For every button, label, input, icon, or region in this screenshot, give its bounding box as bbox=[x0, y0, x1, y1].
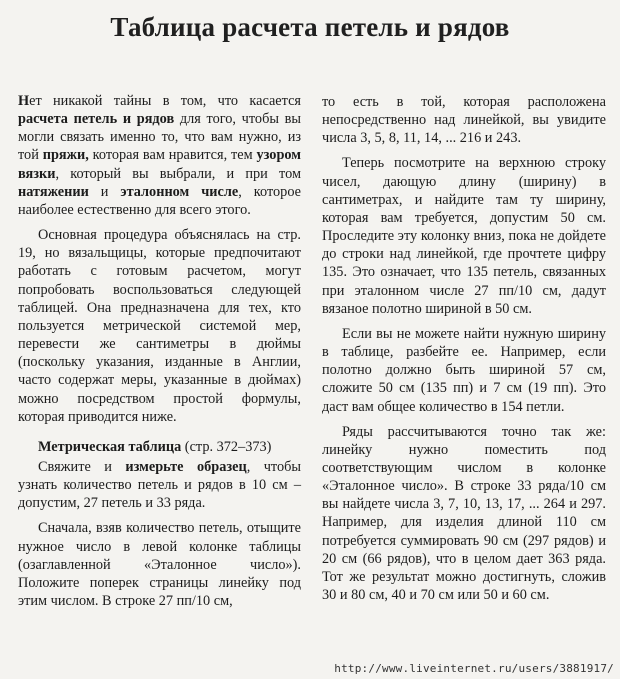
text-run: Ряды рассчитываются точно так же: линейку нужно поместить под соответствующим числом в колонке «Эталонное число». В строке 33 ряда/10 см вы найдете числа 3, 7, 10, 13, 17, ... 264 и 297. Например, для изделия длиной 110 см потребуется суммировать 90 см (297 рядов) и 20 см (66 рядов), что в целом дает 363 ряда. Тот же результат можно достигнуть, сложив 30 и 80 см, 40 и 70 см или 50 и 60 см. bbox=[322, 423, 606, 604]
text-run: Основная процедура объяснялась на стр. 19, но вязальщицы, которые предпочитают работать с готовым расчетом, могут попробовать воспользоваться следующей таблицей. Она предназначена для тех, кто пользуется метрической системой мер, перевести же сантиметры в дюймы (поскольку указания, изданные в Англии, часто содержат меры, указанные в дюймах) можно посредством простой формулы, которая приводится ниже. bbox=[18, 227, 301, 425]
rows-calculation-paragraph bbox=[322, 423, 606, 605]
bold-term: узором вязки bbox=[18, 147, 302, 182]
text-run: , которое наиболее естественно для всего этого. bbox=[18, 183, 301, 218]
text-run: то есть в той, которая расположена непосредственно над линейкой, вы увидите числа 3, 5, 8, 11, 14, ... 216 и 243. bbox=[322, 94, 606, 147]
source-url: http://www.liveinternet.ru/users/3881917/ bbox=[334, 662, 614, 675]
right-column bbox=[322, 93, 606, 604]
bold-term: эталонном числе bbox=[120, 183, 239, 200]
stitches-lookup-paragraph bbox=[18, 519, 301, 610]
bold-term: натяжении bbox=[18, 183, 89, 200]
text-run: , который вы выбрали, и при том bbox=[55, 165, 301, 182]
page-title: Таблица расчета петель и рядов bbox=[110, 12, 510, 42]
text-run: и bbox=[88, 183, 121, 200]
split-width-paragraph bbox=[322, 325, 606, 416]
text-run: которая вам нравится, тем bbox=[88, 147, 257, 164]
text-run: Сначала, взяв количество петель, отыщите нужное число в левой колонке таблицы (озаглавленной «Эталонное число»). Положите поперек страницы линейку под этим числом. В строке 27 пп/10 см, bbox=[18, 520, 301, 610]
intro-paragraph bbox=[18, 92, 301, 219]
metric-table-heading bbox=[18, 438, 301, 456]
text-run: Если вы не можете найти нужную ширину в таблице, разбейте ее. Например, если полотно должно быть шириной 57 см, сложите 50 см (135 пп) и 7 см (19 пп). Это даст вам общее количество в 154 петли. bbox=[322, 325, 606, 415]
width-lookup-paragraph bbox=[322, 154, 606, 317]
measure-sample-paragraph bbox=[18, 458, 301, 512]
bold-term: расчета петель и рядов bbox=[18, 111, 175, 128]
numbers-row-paragraph bbox=[322, 93, 606, 147]
left-column bbox=[18, 92, 301, 610]
text-run: (стр. 372–373) bbox=[181, 438, 272, 455]
text-run: для того, чтобы вы могли связать именно то, что вам нужно, из той bbox=[18, 111, 301, 164]
text-run: ет никакой тайны в том, что касается bbox=[29, 93, 301, 109]
text-run: Свяжите и bbox=[38, 458, 126, 475]
text-run: , чтобы узнать количество петель и рядов в 10 см – допустим, 27 петель и 33 ряда. bbox=[18, 458, 301, 512]
bold-term: пряжи, bbox=[42, 147, 89, 164]
bold-term: измерьте образец bbox=[125, 458, 247, 475]
procedure-paragraph bbox=[18, 226, 301, 426]
bold-term: Н bbox=[18, 93, 30, 109]
bold-term: Метрическая таблица bbox=[38, 438, 182, 455]
text-run: Теперь посмотрите на верхнюю строку чисел, дающую длину (ширину) в сантиметрах, и найдите там ту ширину, которая вам требуется, допустим 50 см. Проследите эту колонку вниз, пока не дойдете до строки над линейкой, где прочтете цифру 135. Это означает, что 135 петель, связанных при эталонном числе 27 пп/10 см, дадут вязаное полотно шириной в 50 см. bbox=[322, 155, 606, 317]
